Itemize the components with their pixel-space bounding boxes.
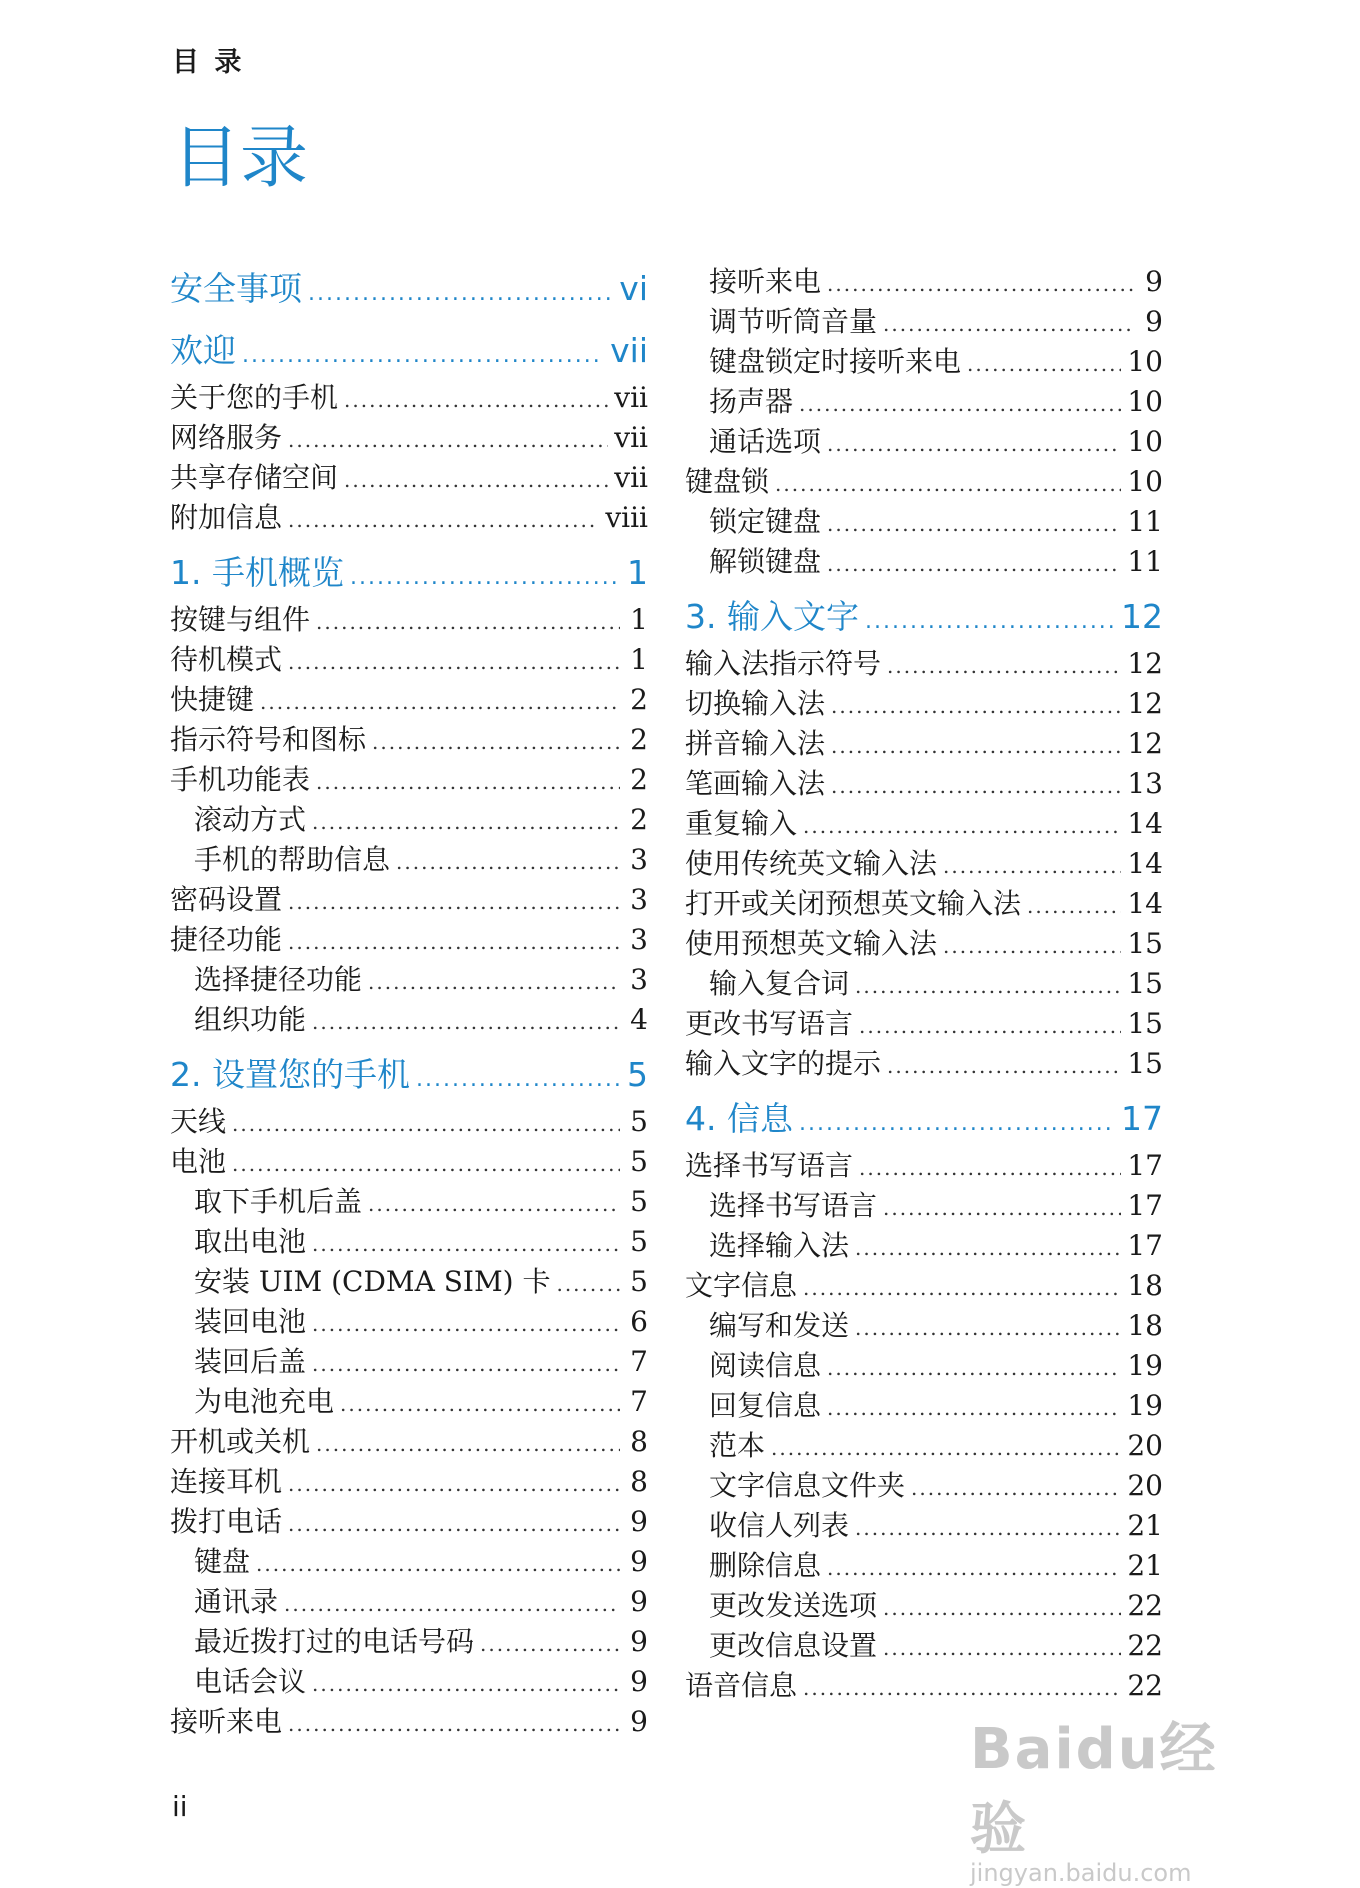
watermark-logo: Baidu经验 <box>970 1717 1218 1862</box>
toc-entry-title: 手机的帮助信息 <box>194 843 391 876</box>
toc-leader-dots <box>967 344 1121 384</box>
toc-entry[interactable] <box>685 1546 1163 1586</box>
toc-entry-title: 开机或关机 <box>170 1425 311 1458</box>
toc-entry[interactable] <box>170 1702 648 1742</box>
toc-entry-title: 共享存储空间 <box>170 461 339 494</box>
toc-section-heading[interactable] <box>170 262 648 316</box>
toc-leader-dots <box>368 1184 620 1224</box>
toc-leader-dots <box>831 726 1121 766</box>
toc-entry[interactable] <box>685 844 1163 884</box>
toc-entry-title: 文字信息 <box>685 1269 798 1302</box>
toc-entry-title: 选择捷径功能 <box>194 963 363 996</box>
toc-page-number: 14 <box>1127 887 1163 920</box>
toc-entry-title: 文字信息文件夹 <box>709 1469 906 1502</box>
toc-leader-dots <box>803 1668 1121 1708</box>
toc-leader-dots <box>827 264 1135 304</box>
toc-page-number: 5 <box>627 1055 648 1094</box>
toc-entry[interactable] <box>170 760 648 800</box>
toc-leader-dots <box>803 806 1121 846</box>
toc-leader-dots <box>883 1188 1121 1228</box>
toc-page-number: 14 <box>1127 807 1163 840</box>
toc-leader-dots <box>288 500 599 540</box>
toc-entry[interactable] <box>685 1506 1163 1546</box>
toc-section-heading[interactable] <box>170 546 648 600</box>
toc-leader-dots <box>312 1664 620 1704</box>
toc-entry[interactable] <box>170 640 648 680</box>
toc-entry-title: 输入文字的提示 <box>685 1047 882 1080</box>
toc-leader-dots <box>316 602 620 642</box>
toc-entry[interactable] <box>170 720 648 760</box>
toc-page-number: 3 <box>630 883 648 916</box>
toc-entry-title: 选择输入法 <box>709 1229 850 1262</box>
toc-entry[interactable] <box>170 1542 648 1582</box>
toc-leader-dots <box>827 504 1121 544</box>
toc-entry-title: 语音信息 <box>685 1669 798 1702</box>
toc-entry-title: 输入复合词 <box>709 967 850 1000</box>
toc-entry[interactable] <box>685 342 1163 382</box>
toc-entry[interactable] <box>685 382 1163 422</box>
toc-entry-title: 使用预想英文输入法 <box>685 927 938 960</box>
toc-entry[interactable] <box>170 840 648 880</box>
toc-section-heading[interactable] <box>685 590 1163 644</box>
toc-entry-title: 通讯录 <box>194 1585 279 1618</box>
toc-entry[interactable] <box>685 1306 1163 1346</box>
toc-leader-dots <box>831 686 1121 726</box>
toc-entry[interactable] <box>170 1422 648 1462</box>
toc-page-number: 15 <box>1127 927 1163 960</box>
toc-page-number: 4 <box>630 1003 648 1036</box>
toc-entry-title: 电话会议 <box>194 1665 307 1698</box>
toc-entry[interactable] <box>170 680 648 720</box>
toc-leader-dots <box>316 1424 620 1464</box>
toc-entry-title: 扬声器 <box>709 385 794 418</box>
toc-entry[interactable] <box>685 1666 1163 1706</box>
toc-page-number: 20 <box>1127 1429 1163 1462</box>
toc-page-number: 7 <box>630 1385 648 1418</box>
toc-page-number: 21 <box>1127 1549 1163 1582</box>
toc-entry-title: 选择书写语言 <box>709 1189 878 1222</box>
toc-page-number: viii <box>605 501 648 534</box>
toc-entry[interactable] <box>685 1186 1163 1226</box>
toc-entry-title: 网络服务 <box>170 421 283 454</box>
toc-leader-dots <box>312 1344 620 1384</box>
toc-leader-dots <box>827 1548 1121 1588</box>
toc-entry[interactable] <box>685 1044 1163 1084</box>
toc-leader-dots <box>855 1228 1121 1268</box>
toc-leader-dots <box>855 1508 1121 1548</box>
toc-entry-title: 使用传统英文输入法 <box>685 847 938 880</box>
toc-leader-dots <box>799 1097 1115 1151</box>
toc-entry-title: 解锁键盘 <box>709 545 822 578</box>
toc-leader-dots <box>288 1504 620 1544</box>
toc-entry-title: 接听来电 <box>170 1705 283 1738</box>
toc-entry-title: 关于您的手机 <box>170 381 339 414</box>
toc-leader-dots <box>316 762 620 802</box>
toc-entry-title: 按键与组件 <box>170 603 311 636</box>
toc-entry[interactable] <box>170 1662 648 1702</box>
toc-page-number: 5 <box>630 1105 648 1138</box>
toc-leader-dots <box>396 842 620 882</box>
toc-entry[interactable] <box>170 880 648 920</box>
toc-entry-title: 密码设置 <box>170 883 283 916</box>
toc-entry-title: 组织功能 <box>194 1003 307 1036</box>
toc-page-number: 15 <box>1127 967 1163 1000</box>
toc-page-number: 15 <box>1127 1007 1163 1040</box>
toc-leader-dots <box>827 1348 1121 1388</box>
toc-entry-title: 取出电池 <box>194 1225 307 1258</box>
toc-entry-title: 装回电池 <box>194 1305 307 1338</box>
toc-entry[interactable] <box>685 1426 1163 1466</box>
toc-entry-title: 回复信息 <box>709 1389 822 1422</box>
toc-page-number: 22 <box>1127 1669 1163 1702</box>
toc-leader-dots <box>350 551 620 605</box>
toc-page-number: 3 <box>630 923 648 956</box>
toc-page-number: 5 <box>630 1225 648 1258</box>
toc-entry-title: 4. 信息 <box>685 1099 793 1138</box>
toc-leader-dots <box>883 304 1135 344</box>
toc-leader-dots <box>312 1304 620 1344</box>
page-title: 目录 <box>172 119 309 198</box>
toc-entry-title: 为电池充电 <box>194 1385 335 1418</box>
toc-page-number: 9 <box>630 1505 648 1538</box>
toc-entry-title: 切换输入法 <box>685 687 826 720</box>
toc-entry-title: 更改书写语言 <box>685 1007 854 1040</box>
toc-entry[interactable] <box>170 1502 648 1542</box>
toc-section-heading[interactable] <box>685 1092 1163 1146</box>
toc-page-number: 9 <box>630 1665 648 1698</box>
toc-page-number: 10 <box>1127 465 1163 498</box>
toc-entry-title: 接听来电 <box>709 265 822 298</box>
toc-page-number: 2 <box>630 683 648 716</box>
toc-page-number: 1 <box>630 603 648 636</box>
toc-entry-title: 更改信息设置 <box>709 1629 878 1662</box>
toc-page-number: 5 <box>630 1145 648 1178</box>
toc-entry[interactable] <box>685 924 1163 964</box>
toc-page-number: 15 <box>1127 1047 1163 1080</box>
toc-entry-title: 调节听筒音量 <box>709 305 878 338</box>
toc-entry-title: 删除信息 <box>709 1549 822 1582</box>
toc-entry-title: 手机功能表 <box>170 763 311 796</box>
toc-leader-dots <box>827 544 1121 584</box>
toc-entry-title: 键盘锁定时接听来电 <box>709 345 962 378</box>
toc-leader-dots <box>771 1428 1121 1468</box>
toc-entry-title: 安全事项 <box>170 269 302 308</box>
toc-leader-dots <box>887 646 1121 686</box>
toc-entry[interactable] <box>170 1342 648 1382</box>
toc-entry-title: 输入法指示符号 <box>685 647 882 680</box>
toc-page-number: 17 <box>1121 1099 1163 1138</box>
toc-entry-title: 装回后盖 <box>194 1345 307 1378</box>
toc-page-number: 12 <box>1127 687 1163 720</box>
toc-entry[interactable] <box>685 302 1163 342</box>
toc-entry[interactable] <box>170 1182 648 1222</box>
toc-entry[interactable] <box>170 1262 648 1302</box>
toc-page-number: 12 <box>1127 727 1163 760</box>
toc-entry[interactable] <box>685 262 1163 302</box>
toc-leader-dots <box>256 1544 620 1584</box>
toc-leader-dots <box>312 802 620 842</box>
toc-entry-title: 键盘锁 <box>685 465 770 498</box>
toc-leader-dots <box>827 424 1121 464</box>
toc-leader-dots <box>480 1624 620 1664</box>
toc-entry[interactable] <box>170 1302 648 1342</box>
toc-entry-title: 拼音输入法 <box>685 727 826 760</box>
toc-leader-dots <box>372 722 620 762</box>
toc-leader-dots <box>943 846 1121 886</box>
toc-page-number: 6 <box>630 1305 648 1338</box>
toc-entry-title: 编写和发送 <box>709 1309 850 1342</box>
toc-leader-dots <box>288 420 608 460</box>
toc-page-number: 17 <box>1127 1149 1163 1182</box>
toc-page-number: 17 <box>1127 1229 1163 1262</box>
toc-page-number: 18 <box>1127 1269 1163 1302</box>
baidu-watermark <box>970 1705 1270 1887</box>
toc-page-number: 9 <box>630 1625 648 1658</box>
toc-leader-dots <box>288 1464 620 1504</box>
toc-entry-title: 指示符号和图标 <box>170 723 367 756</box>
toc-entry-title: 待机模式 <box>170 643 283 676</box>
toc-entry[interactable] <box>685 462 1163 502</box>
toc-leader-dots <box>911 1468 1121 1508</box>
toc-entry[interactable] <box>170 1142 648 1182</box>
toc-page-number: 10 <box>1127 425 1163 458</box>
toc-leader-dots <box>288 882 620 922</box>
toc-page-number: 8 <box>630 1465 648 1498</box>
toc-page-number: 18 <box>1127 1309 1163 1342</box>
toc-leader-dots <box>242 329 604 383</box>
toc-entry[interactable] <box>170 1000 648 1040</box>
toc-entry[interactable] <box>170 800 648 840</box>
toc-section-heading[interactable] <box>170 1048 648 1102</box>
toc-entry[interactable] <box>170 498 648 538</box>
toc-entry-title: 附加信息 <box>170 501 283 534</box>
toc-section-heading[interactable] <box>170 324 648 378</box>
toc-entry-title: 键盘 <box>194 1545 251 1578</box>
toc-entry-title: 电池 <box>170 1145 227 1178</box>
toc-page-number: 12 <box>1127 647 1163 680</box>
toc-leader-dots <box>799 384 1121 424</box>
toc-entry-title: 取下手机后盖 <box>194 1185 363 1218</box>
toc-leader-dots <box>887 1046 1121 1086</box>
toc-page-number: 2 <box>630 803 648 836</box>
toc-entry-title: 快捷键 <box>170 683 255 716</box>
toc-leader-dots <box>288 922 620 962</box>
toc-entry[interactable] <box>170 1222 648 1262</box>
toc-leader-dots <box>1027 886 1121 926</box>
toc-leader-dots <box>284 1584 620 1624</box>
toc-page-number: 21 <box>1127 1509 1163 1542</box>
toc-entry[interactable] <box>170 418 648 458</box>
toc-entry[interactable] <box>685 422 1163 462</box>
toc-entry[interactable] <box>685 1004 1163 1044</box>
toc-entry-title: 收信人列表 <box>709 1509 850 1542</box>
toc-leader-dots <box>416 1053 620 1107</box>
toc-entry[interactable] <box>685 764 1163 804</box>
toc-page-number: 3 <box>630 843 648 876</box>
toc-leader-dots <box>340 1384 620 1424</box>
toc-leader-dots <box>883 1588 1121 1628</box>
toc-page-number: 19 <box>1127 1389 1163 1422</box>
toc-page-number: 12 <box>1121 597 1163 636</box>
toc-page-number: 10 <box>1127 385 1163 418</box>
toc-entry[interactable] <box>685 964 1163 1004</box>
toc-page-number: 22 <box>1127 1589 1163 1622</box>
toc-leader-dots <box>556 1264 620 1304</box>
toc-leader-dots <box>368 962 620 1002</box>
toc-entry-title: 阅读信息 <box>709 1349 822 1382</box>
toc-entry-title: 3. 输入文字 <box>685 597 859 636</box>
toc-leader-dots <box>344 460 608 500</box>
toc-page-number: 9 <box>1145 305 1163 338</box>
toc-entry[interactable] <box>170 920 648 960</box>
toc-entry[interactable] <box>170 458 648 498</box>
toc-entry[interactable] <box>685 1386 1163 1426</box>
toc-entry-title: 范本 <box>709 1429 766 1462</box>
page-number: ii <box>172 1790 188 1823</box>
toc-page-number: vii <box>614 381 648 414</box>
toc-entry-title: 连接耳机 <box>170 1465 283 1498</box>
toc-page-number: 1 <box>627 553 648 592</box>
toc-page-number: 19 <box>1127 1349 1163 1382</box>
toc-entry[interactable] <box>685 1586 1163 1626</box>
toc-left-column <box>170 262 648 1742</box>
toc-page-number: 7 <box>630 1345 648 1378</box>
toc-page-number: 2 <box>630 763 648 796</box>
toc-entry[interactable] <box>170 600 648 640</box>
toc-entry-title: 拨打电话 <box>170 1505 283 1538</box>
toc-leader-dots <box>831 766 1121 806</box>
toc-page-number: vi <box>619 269 648 308</box>
toc-leader-dots <box>312 1224 620 1264</box>
toc-leader-dots <box>260 682 620 722</box>
toc-page-number: 3 <box>630 963 648 996</box>
toc-page-number: vii <box>614 421 648 454</box>
toc-page-number: 17 <box>1127 1189 1163 1222</box>
toc-entry-title: 重复输入 <box>685 807 798 840</box>
toc-entry-title: 捷径功能 <box>170 923 283 956</box>
toc-page-number: 5 <box>630 1265 648 1298</box>
toc-leader-dots <box>859 1148 1121 1188</box>
toc-entry-title: 选择书写语言 <box>685 1149 854 1182</box>
toc-entry-title: 安装 UIM (CDMA SIM) 卡 <box>194 1265 551 1298</box>
toc-entry[interactable] <box>685 1266 1163 1306</box>
toc-leader-dots <box>865 595 1115 649</box>
toc-entry-title: 锁定键盘 <box>709 505 822 538</box>
toc-leader-dots <box>232 1104 620 1144</box>
toc-entry[interactable] <box>685 644 1163 684</box>
toc-entry-title: 打开或关闭预想英文输入法 <box>685 887 1022 920</box>
toc-page-number: 11 <box>1127 505 1163 538</box>
toc-entry[interactable] <box>170 1462 648 1502</box>
toc-entry[interactable] <box>170 960 648 1000</box>
toc-page-number: vii <box>614 461 648 494</box>
toc-entry-title: 滚动方式 <box>194 803 307 836</box>
toc-leader-dots <box>859 1006 1121 1046</box>
toc-page-number: 22 <box>1127 1629 1163 1662</box>
watermark-url: jingyan.baidu.com <box>970 1859 1192 1887</box>
toc-leader-dots <box>883 1628 1121 1668</box>
toc-entry-title: 笔画输入法 <box>685 767 826 800</box>
toc-page-number: 2 <box>630 723 648 756</box>
toc-page-number: 20 <box>1127 1469 1163 1502</box>
running-header: 目 录 <box>172 47 245 78</box>
toc-entry-title: 1. 手机概览 <box>170 553 344 592</box>
toc-entry[interactable] <box>170 1622 648 1662</box>
toc-page-number: 9 <box>630 1585 648 1618</box>
toc-entry[interactable] <box>685 542 1163 582</box>
toc-leader-dots <box>312 1002 620 1042</box>
toc-leader-dots <box>775 464 1121 504</box>
toc-leader-dots <box>344 380 608 420</box>
toc-entry[interactable] <box>685 1346 1163 1386</box>
toc-entry[interactable] <box>685 724 1163 764</box>
toc-entry[interactable] <box>685 1226 1163 1266</box>
toc-right-column <box>685 262 1163 1706</box>
toc-leader-dots <box>855 1308 1121 1348</box>
toc-page-number: 11 <box>1127 545 1163 578</box>
toc-page-number: 8 <box>630 1425 648 1458</box>
toc-page-number: 13 <box>1127 767 1163 800</box>
toc-page-number: 1 <box>630 643 648 676</box>
toc-entry[interactable] <box>685 684 1163 724</box>
toc-entry[interactable] <box>685 1146 1163 1186</box>
toc-leader-dots <box>827 1388 1121 1428</box>
toc-entry[interactable] <box>170 1582 648 1622</box>
toc-entry[interactable] <box>170 1102 648 1142</box>
toc-entry[interactable] <box>685 1466 1163 1506</box>
toc-leader-dots <box>855 966 1121 1006</box>
toc-leader-dots <box>232 1144 620 1184</box>
toc-leader-dots <box>943 926 1121 966</box>
toc-entry[interactable] <box>170 1382 648 1422</box>
toc-page-number: 14 <box>1127 847 1163 880</box>
toc-entry-title: 更改发送选项 <box>709 1589 878 1622</box>
toc-entry[interactable] <box>170 378 648 418</box>
toc-page-number: 9 <box>630 1545 648 1578</box>
toc-entry-title: 天线 <box>170 1105 227 1138</box>
toc-entry-title: 通话选项 <box>709 425 822 458</box>
toc-entry-title: 2. 设置您的手机 <box>170 1055 410 1094</box>
toc-entry[interactable] <box>685 884 1163 924</box>
toc-page-number: 10 <box>1127 345 1163 378</box>
toc-leader-dots <box>288 642 620 682</box>
toc-entry[interactable] <box>685 502 1163 542</box>
toc-leader-dots <box>288 1704 620 1744</box>
toc-entry-title: 最近拨打过的电话号码 <box>194 1625 475 1658</box>
toc-leader-dots <box>308 267 613 321</box>
toc-page-number: vii <box>610 331 648 370</box>
toc-page-number: 9 <box>630 1705 648 1738</box>
toc-leader-dots <box>803 1268 1121 1308</box>
toc-entry[interactable] <box>685 804 1163 844</box>
toc-page-number: 9 <box>1145 265 1163 298</box>
toc-entry-title: 欢迎 <box>170 331 236 370</box>
toc-entry[interactable] <box>685 1626 1163 1666</box>
toc-page-number: 5 <box>630 1185 648 1218</box>
